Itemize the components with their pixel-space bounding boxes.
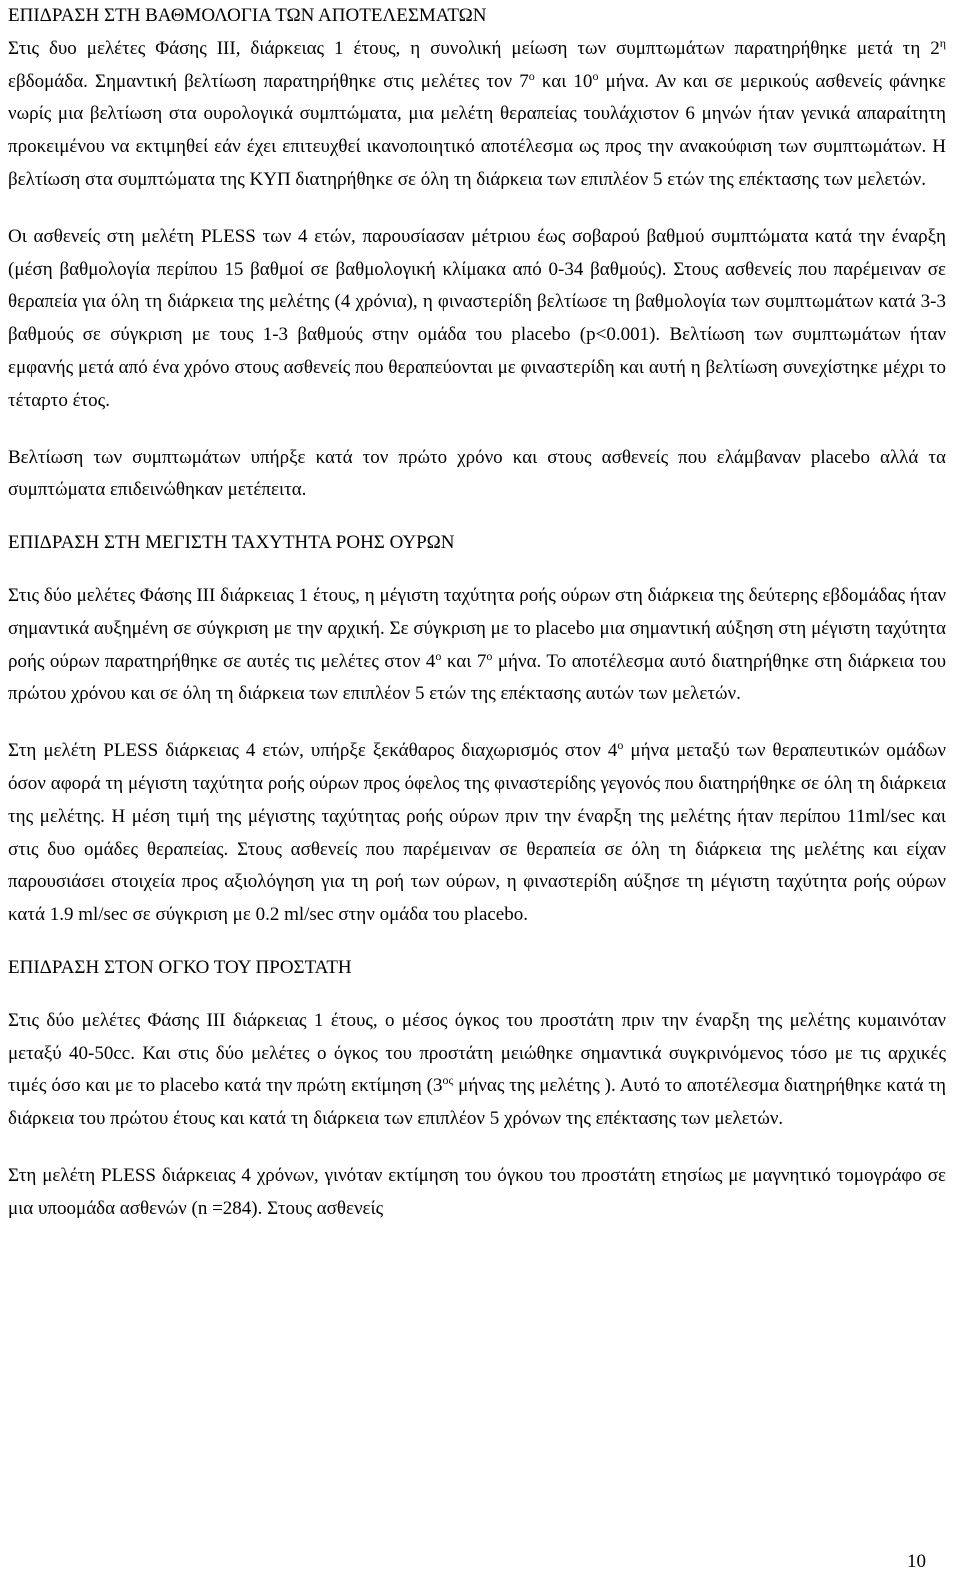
superscript: ος	[442, 1073, 454, 1088]
text-run: Στις δύο μελέτες Φάσης ΙΙΙ διάρκειας 1 έτους, ο μέσος όγκος του προστάτη πριν την έναρξη της μελέτης κυμαινόταν μεταξύ 40-50cc. Και στις δύο μελέτες ο όγκος του προστάτη μειώθηκε σημαντικά συγκρινόμενος τόσο με τις αρχικές τιμές όσο και με το placebo κατά την πρώτη εκτίμηση (3	[8, 1009, 946, 1097]
section-heading-flow: ΕΠΙΔΡΑΣΗ ΣΤΗ ΜΕΓΙΣΤΗ ΤΑΧΥΤΗΤΑ ΡΟΗΣ ΟΥΡΩΝ	[8, 532, 455, 554]
paragraph-flow-1	[8, 580, 946, 711]
text-run: Στη μελέτη PLESS διάρκειας 4 ετών, υπήρξε ξεκάθαρος διαχωρισμός στον 4	[8, 740, 618, 762]
paragraph-symptoms-1	[8, 33, 946, 197]
superscript: ο	[528, 68, 535, 83]
text-run: Στις δυο μελέτες Φάσης ΙΙΙ, διάρκειας 1 έτους, η συνολική μείωση των συμπτωμάτων παρατηρήθηκε μετά τη 2	[8, 37, 940, 59]
paragraph-volume-2: Στη μελέτη PLESS διάρκειας 4 χρόνων, γινόταν εκτίμηση του όγκου του προστάτη ετησίως με μαγνητικό τομογράφο σε μια υποομάδα ασθενών (n =284). Στους ασθενείς	[8, 1164, 946, 1219]
text-run: Στις δύο μελέτες Φάσης ΙΙΙ διάρκειας 1 έτους, η μέγιστη ταχύτητα ροής ούρων στη διάρκεια της δεύτερης εβδομάδας ήταν σημαντικά αυξημένη σε σύγκριση με την αρχική. Σε σύγκριση με το placebo μια σημαντική αύξηση στη μέγιστη ταχύτητα ροής ούρων παρατηρήθηκε σε αυτές τις μελέτες στον 4	[8, 584, 946, 672]
superscript: η	[939, 35, 946, 50]
document-page	[8, 0, 946, 1226]
superscript: ο	[592, 68, 599, 83]
text-run: μήνας της μελέτης ). Αυτό το αποτέλεσμα διατηρήθηκε κατά τη διάρκεια του πρώτου έτους και κατά τη διάρκεια των επιπλέον 5 χρόνων της επέκτασης των μελετών.	[8, 1075, 946, 1130]
text-run: εβδομάδα. Σημαντική βελτίωση παρατηρήθηκε στις μελέτες τον 7	[8, 70, 529, 92]
text-run: και 7	[441, 650, 487, 672]
paragraph-symptoms-2: Οι ασθενείς στη μελέτη PLESS των 4 ετών, παρουσίασαν μέτριου έως σοβαρού βαθμού συμπτώματα κατά την έναρξη (μέση βαθμολογία περίπου 15 βαθμοί σε βαθμολογική κλίμακα από 0-34 βαθμούς). Στους ασθενείς που παρέμειναν σε θεραπεία για όλη τη διάρκεια της μελέτης (4 χρόνια), η φιναστερίδη βελτίωσε τη βαθμολογία των συμπτωμάτων κατά 3-3 βαθμούς σε σύγκριση με τους 1-3 βαθμούς στην ομάδα του placebo (p<0.001). Βελτίωση των συμπτωμάτων ήταν εμφανής μετά από ένα χρόνο στους ασθενείς που θεραπεύονται με φιναστερίδη και αυτή η βελτίωση συνεχίστηκε μέχρι το τέταρτο έτος.	[8, 225, 946, 411]
text-run: μήνα. Αν και σε μερικούς ασθενείς φάνηκε νωρίς μια βελτίωση στα ουρολογικά συμπτώματα, μια μελέτη θεραπείας τουλάχιστον 6 μηνών ήταν γενικά απαραίτητη προκειμένου να εκτιμηθεί εάν έχει επιτευχθεί ικανοποιητικό αποτέλεσμα ως προς την ανακούφιση των συμπτωμάτων. Η βελτίωση στα συμπτώματα της ΚΥΠ διατηρήθηκε σε όλη τη διάρκεια των επιπλέον 5 ετών της επέκτασης των μελετών.	[8, 70, 946, 190]
text-run: μήνα μεταξύ των θεραπευτικών ομάδων όσον αφορά τη μέγιστη ταχύτητα ροής ούρων προς όφελος της φιναστερίδης γεγονός που διατηρήθηκε σε όλη τη διάρκεια της μελέτης. Η μέση τιμή της μέγιστης ταχύτητας ροής ούρων πριν την έναρξη της μελέτης ήταν περίπου 11ml/sec και στις δυο ομάδες θεραπείας. Στους ασθενείς που παρέμειναν σε θεραπεία σε όλη τη διάρκεια της μελέτης και είχαν παρουσιάσει στοιχεία προς αξιολόγηση για τη ροή των ούρων, η φιναστερίδη αύξησε τη μέγιστη ταχύτητα ροής ούρων κατά 1.9 ml/sec σε σύγκριση με 0.2 ml/sec στην ομάδα του placebo.	[8, 740, 946, 926]
text-run: και 10	[534, 70, 593, 92]
superscript: ο	[435, 648, 442, 663]
section-heading-symptoms: ΕΠΙΔΡΑΣΗ ΣΤΗ ΒΑΘΜΟΛΟΓΙΑ ΤΩΝ ΑΠΟΤΕΛΕΣΜΑΤΩΝ	[8, 5, 487, 26]
paragraph-symptoms-3: Βελτίωση των συμπτωμάτων υπήρξε κατά τον πρώτο χρόνο και στους ασθενείς που ελάμβαναν placebo αλλά τα συμπτώματα επιδεινώθηκαν μετέπειτα.	[8, 446, 946, 501]
section-heading-volume: ΕΠΙΔΡΑΣΗ ΣΤΟΝ ΟΓΚΟ ΤΟΥ ΠΡΟΣΤΑΤΗ	[8, 956, 352, 978]
superscript: ο	[486, 648, 493, 663]
page-number: 10	[907, 1551, 926, 1572]
paragraph-flow-2	[8, 735, 946, 932]
superscript: ο	[617, 738, 624, 753]
paragraph-volume-1	[8, 1005, 946, 1136]
text-run: μήνα. Το αποτέλεσμα αυτό διατηρήθηκε στη διάρκεια του πρώτου χρόνου και σε όλη τη διάρκεια των επιπλέον 5 ετών της επέκτασης αυτών των μελετών.	[8, 650, 946, 705]
